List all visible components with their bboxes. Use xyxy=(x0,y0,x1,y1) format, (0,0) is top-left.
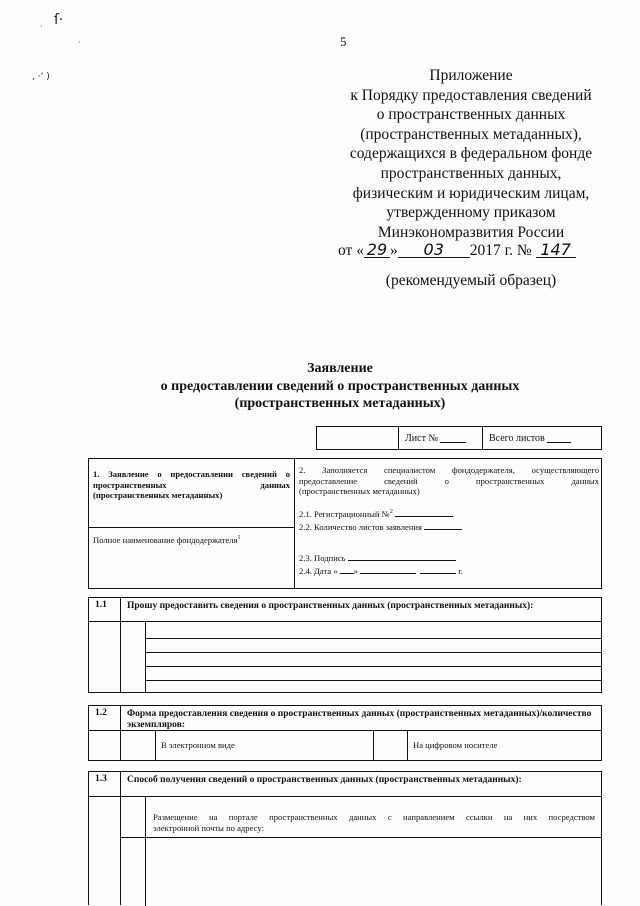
digital-media-label: На цифровом носителе xyxy=(413,740,498,750)
holder-full-name-field[interactable]: Полное наименование фондодержателя$^1$ xyxy=(93,534,241,545)
delivery-form-table xyxy=(88,705,602,761)
total-sheets-field[interactable]: Всего листов xyxy=(483,427,601,449)
order-number: 147 xyxy=(536,242,576,258)
recommended-sample-note: (рекомендуемый образец) xyxy=(385,272,557,289)
application-header-box xyxy=(88,458,602,589)
date-field[interactable]: 2.4. Дата « » г. xyxy=(299,565,463,576)
document-title: Заявление о предоставлении сведений о пространственных данных (пространственных метаданных) xyxy=(160,361,520,411)
page-number: 5 xyxy=(340,34,347,49)
item-1-3-number: 1.3 xyxy=(89,772,121,905)
order-month: 03 xyxy=(398,242,470,258)
registration-number-field[interactable]: 2.1. Регистрационный №$^2$ xyxy=(299,507,599,520)
electronic-form-checkbox[interactable] xyxy=(123,731,154,760)
portal-option-text: Размещение на портале пространственных данных с направлением ссылки на них посредством электронной почты по адресу: xyxy=(153,812,595,833)
item-1-2-title: Форма предоставления сведения о пространственных данных (пространственных метаданных)/количество экземпляров: xyxy=(127,709,592,730)
item-1-1-number: 1.1 xyxy=(89,598,121,692)
sheet-info-blank xyxy=(317,427,399,449)
order-date-line: от « 29 » 03 2017 г. № 147 xyxy=(338,242,598,260)
electronic-form-label: В электронном виде xyxy=(161,740,235,750)
request-entry-line[interactable] xyxy=(145,666,601,667)
scan-speck: ſ· xyxy=(54,12,64,28)
portal-option-checkbox[interactable] xyxy=(122,797,144,836)
digital-media-checkbox[interactable] xyxy=(374,731,406,760)
request-entry-line[interactable] xyxy=(145,638,601,639)
request-entry-line[interactable] xyxy=(145,652,601,653)
sheets-count-field[interactable]: 2.2. Количество листов заявления xyxy=(299,520,599,533)
signature-field[interactable]: 2.3. Подпись xyxy=(299,551,599,564)
sheet-number-field[interactable]: Лист № xyxy=(399,427,483,449)
request-entry-line[interactable] xyxy=(145,680,601,681)
applicant-section xyxy=(89,459,295,588)
requested-data-table xyxy=(88,597,602,693)
appendix-heading: Приложение к Порядку предоставления сведений о пространственных данных (пространственных метаданных), содержащихся в федеральном фонде пространственных данных, физическим и юридическим лицам, утвержденному приказом Минэкономразвития России xyxy=(349,67,593,241)
section-1-title: 1. Заявление о предоставлении сведений о пространственных данных (пространственных метаданных) xyxy=(89,459,294,528)
delivery-method-table xyxy=(88,771,602,905)
scan-speck: ‚ ·ʻ ) xyxy=(32,72,50,82)
order-day: 29 xyxy=(364,242,390,258)
item-1-1-title: Прошу предоставить сведения о пространственных данных (пространственных метаданных): xyxy=(127,601,534,611)
sheet-info-box xyxy=(316,426,602,450)
scan-speck: · xyxy=(40,22,43,31)
item-1-3-title: Способ получения сведений о пространственных данных (пространственных метаданных): xyxy=(127,775,522,785)
item-1-2-number: 1.2 xyxy=(89,706,121,760)
specialist-section: 2. Заполняется специалистом фондодержателя, осуществляющего предоставление сведений о пространственных данных (пространственных метаданных) 2.1. Регистрационный №$^2$ 2.2. Количество листов заявления 2.3. Подпись 2.4. Дата « » г. xyxy=(299,465,599,576)
scan-speck: · xyxy=(78,38,81,47)
